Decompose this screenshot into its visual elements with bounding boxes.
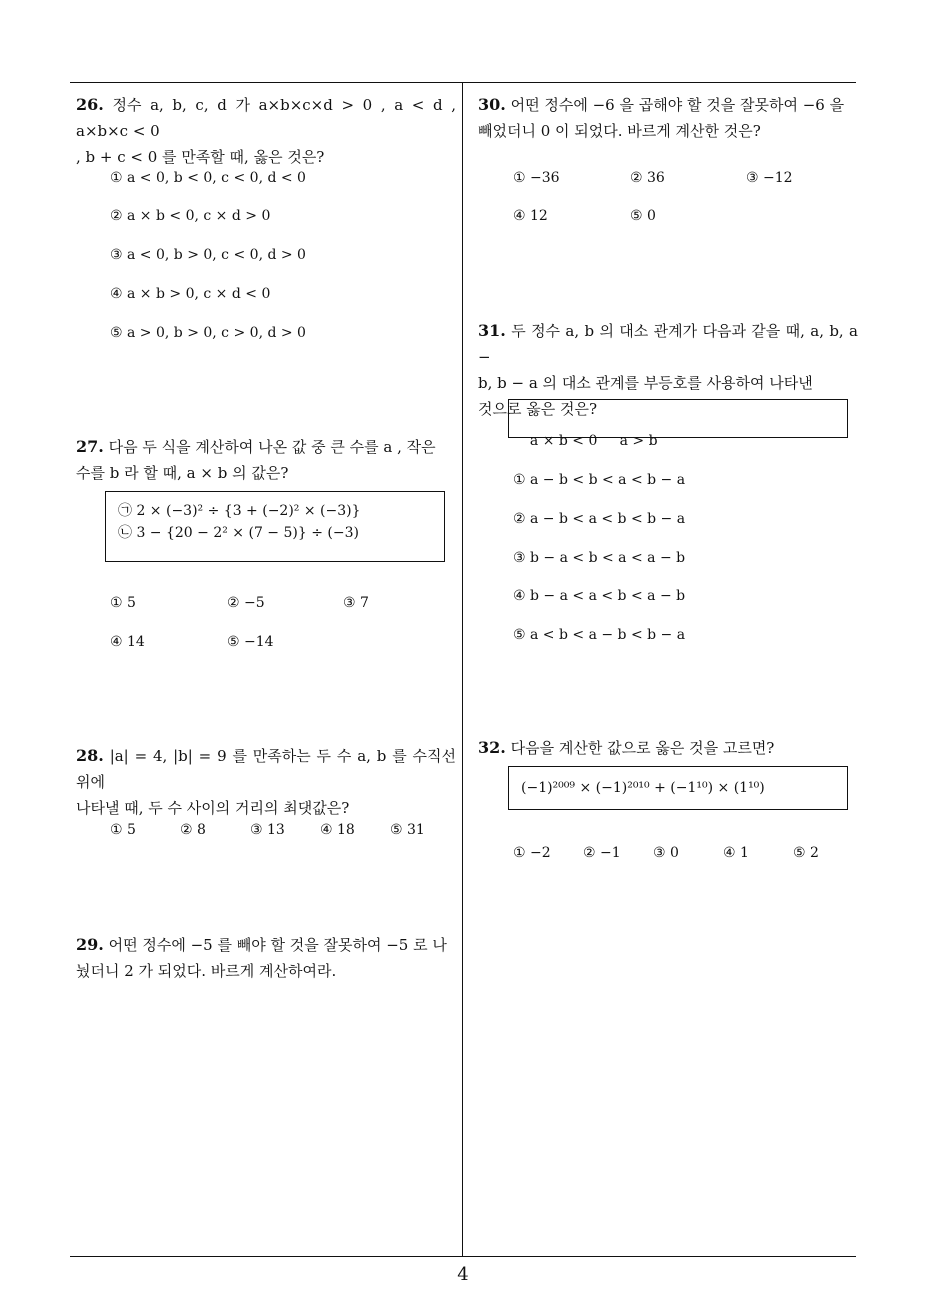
option-4[interactable]: ④ 12	[513, 208, 548, 224]
question-32	[478, 735, 858, 761]
option-2[interactable]: ② −1	[583, 845, 621, 861]
stem-line: 정수 a, b, c, d 가 a×b×c×d > 0 , a < d , a×b×c < 0	[76, 96, 456, 140]
question-27-box	[105, 491, 445, 562]
question-32-box	[508, 766, 848, 810]
stem-line: 다음을 계산한 값으로 옳은 것을 고르면?	[510, 739, 775, 757]
option-5[interactable]: ⑤ a < b < a − b < b − a	[513, 627, 686, 643]
question-29	[76, 932, 456, 984]
stem-line: 수를 b 라 할 때, a × b 의 값은?	[76, 464, 289, 482]
stem-line: 어떤 정수에 −5 를 빼야 할 것을 잘못하여 −5 로 나	[108, 936, 447, 954]
option-2[interactable]: ② −5	[227, 595, 265, 611]
question-number: 26.	[76, 95, 104, 114]
stem-line: 눴더니 2 가 되었다. 바르게 계산하여라.	[76, 962, 337, 980]
page-number: 4	[457, 1264, 469, 1285]
option-2[interactable]: ② 36	[630, 170, 665, 186]
question-32-stem	[478, 735, 858, 761]
question-number: 32.	[478, 738, 506, 757]
question-26-stem	[76, 92, 456, 170]
option-1[interactable]: ① −2	[513, 845, 551, 861]
option-1[interactable]: ① a < 0, b < 0, c < 0, d < 0	[110, 170, 306, 186]
question-27	[76, 434, 456, 486]
expression-a: ㉠ 2 × (−3)² ÷ {3 + (−2)² × (−3)}	[118, 503, 361, 519]
stem-line: , b + c < 0 를 만족할 때, 옳은 것은?	[76, 148, 325, 166]
option-3[interactable]: ③ 7	[343, 595, 369, 611]
stem-line: 어떤 정수에 −6 을 곱해야 할 것을 잘못하여 −6 을	[510, 96, 845, 114]
condition: a × b < 0 a > b	[529, 433, 658, 449]
bottom-rule	[70, 1256, 856, 1257]
column-divider	[462, 82, 463, 1256]
option-3[interactable]: ③ −12	[746, 170, 793, 186]
question-30	[478, 92, 858, 144]
stem-line: 두 정수 a, b 의 대소 관계가 다음과 같을 때, a, b, a −	[478, 322, 858, 366]
option-3[interactable]: ③ a < 0, b > 0, c < 0, d > 0	[110, 247, 306, 263]
question-28-stem	[76, 743, 456, 821]
expression-b: ㉡ 3 − {20 − 2² × (7 − 5)} ÷ (−3)	[118, 525, 359, 541]
option-1[interactable]: ① 5	[110, 595, 136, 611]
option-5[interactable]: ⑤ 31	[390, 822, 425, 838]
option-4[interactable]: ④ 14	[110, 634, 145, 650]
question-29-stem	[76, 932, 456, 984]
stem-line: |a| = 4, |b| = 9 를 만족하는 두 수 a, b 를 수직선 위에	[76, 747, 456, 791]
expression: (−1)²⁰⁰⁹ × (−1)²⁰¹⁰ + (−1¹⁰) × (1¹⁰)	[521, 780, 765, 796]
stem-line: 빼었더니 0 이 되었다. 바르게 계산한 것은?	[478, 122, 761, 140]
stem-line: b, b − a 의 대소 관계를 부등호를 사용하여 나타낸	[478, 374, 813, 392]
option-3[interactable]: ③ b − a < b < a < a − b	[513, 550, 686, 566]
option-1[interactable]: ① a − b < b < a < b − a	[513, 472, 686, 488]
option-4[interactable]: ④ a × b > 0, c × d < 0	[110, 286, 271, 302]
option-4[interactable]: ④ 1	[723, 845, 749, 861]
option-1[interactable]: ① 5	[110, 822, 136, 838]
question-number: 28.	[76, 746, 104, 765]
question-number: 31.	[478, 321, 506, 340]
option-4[interactable]: ④ 18	[320, 822, 355, 838]
option-5[interactable]: ⑤ 0	[630, 208, 656, 224]
option-2[interactable]: ② a − b < a < b < b − a	[513, 511, 686, 527]
question-31-box	[508, 399, 848, 449]
option-2[interactable]: ② 8	[180, 822, 206, 838]
option-5[interactable]: ⑤ a > 0, b > 0, c > 0, d > 0	[110, 325, 306, 341]
question-number: 29.	[76, 935, 104, 954]
option-5[interactable]: ⑤ −14	[227, 634, 274, 650]
top-rule	[70, 82, 856, 83]
question-30-stem	[478, 92, 858, 144]
option-3[interactable]: ③ 0	[653, 845, 679, 861]
question-28	[76, 743, 456, 821]
stem-line: 것으로 옳은 것은?	[478, 400, 598, 418]
stem-line: 나타낼 때, 두 수 사이의 거리의 최댓값은?	[76, 799, 350, 817]
option-5[interactable]: ⑤ 2	[793, 845, 819, 861]
option-1[interactable]: ① −36	[513, 170, 560, 186]
option-3[interactable]: ③ 13	[250, 822, 285, 838]
question-26	[76, 92, 456, 170]
question-number: 30.	[478, 95, 506, 114]
stem-line: 다음 두 식을 계산하여 나온 값 중 큰 수를 a , 작은	[108, 438, 436, 456]
option-4[interactable]: ④ b − a < a < b < a − b	[513, 588, 686, 604]
option-2[interactable]: ② a × b < 0, c × d > 0	[110, 208, 271, 224]
question-number: 27.	[76, 437, 104, 456]
question-27-stem	[76, 434, 456, 486]
